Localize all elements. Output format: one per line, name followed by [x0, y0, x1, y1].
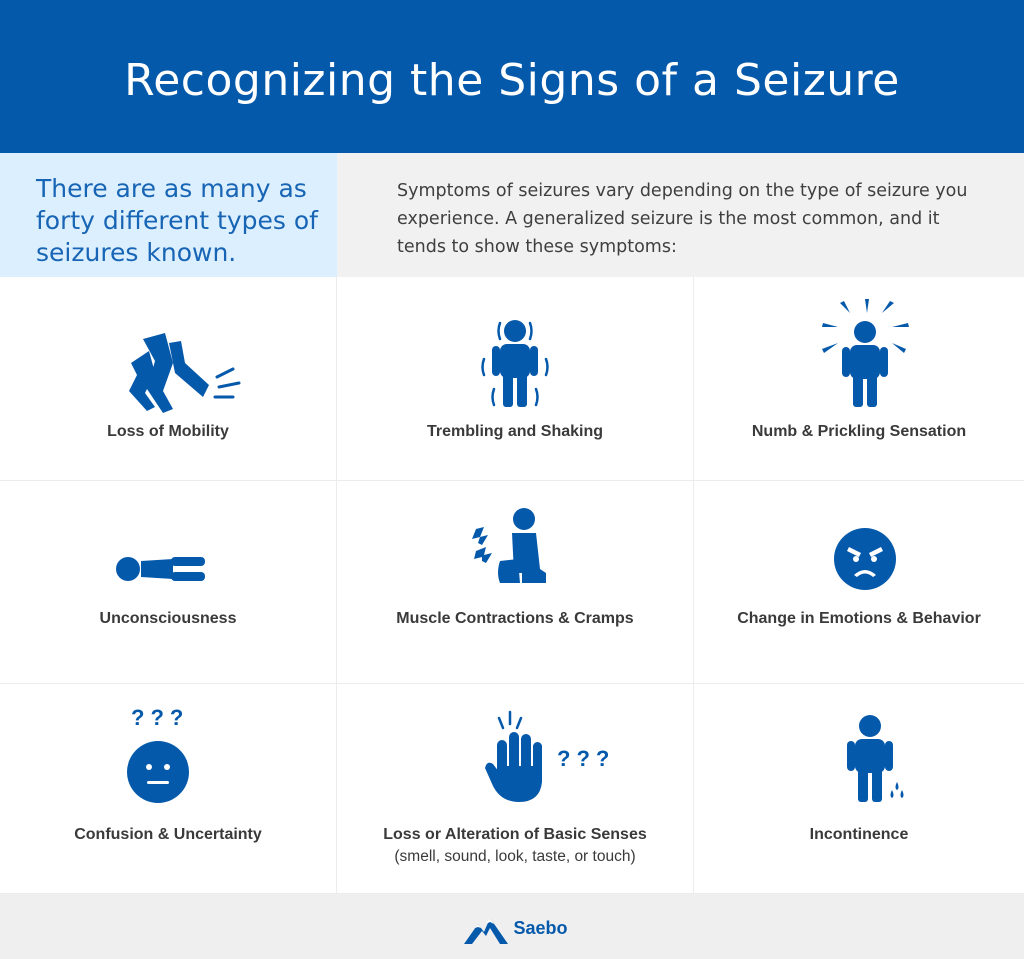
intro-highlight-panel: [0, 153, 337, 277]
person-dripping-icon: [840, 714, 910, 804]
person-lying-icon: [115, 551, 205, 587]
symptom-card-trembling: [337, 277, 694, 481]
header-banner: [0, 0, 1024, 153]
symptoms-grid: [0, 277, 1024, 894]
brand-logo[interactable]: [464, 914, 567, 944]
mountain-logo-icon: [464, 914, 508, 944]
intro-highlight-text: There are as many as forty different types of seizures known.: [36, 174, 318, 267]
symptom-label: Change in Emotions & Behavior: [737, 610, 981, 627]
symptom-label: Muscle Contractions & Cramps: [396, 610, 634, 627]
symptom-label: Trembling and Shaking: [426, 423, 604, 440]
symptom-label: Numb & Prickling Sensation: [751, 423, 967, 440]
symptom-label: Incontinence: [809, 826, 909, 843]
question-marks-confusion: ???: [131, 705, 190, 730]
symptom-card-basic-senses: [337, 684, 694, 894]
symptom-card-loss-of-mobility: [0, 277, 337, 481]
person-kneeling-cramp-icon: [470, 507, 550, 587]
brand-name: Saebo: [513, 918, 568, 938]
symptom-card-muscle-contractions: [337, 481, 694, 684]
symptom-card-numb-prickling: [694, 277, 1024, 481]
legs-kicking-icon: [125, 333, 245, 423]
symptom-label: Unconsciousness: [99, 610, 237, 627]
symptom-label: Confusion & Uncertainty: [74, 826, 262, 843]
symptom-sublabel: (smell, sound, look, taste, or touch): [394, 848, 636, 865]
person-prickling-icon: [820, 299, 910, 409]
confused-face-icon: [126, 740, 190, 804]
symptom-card-incontinence: [694, 684, 1024, 894]
person-shaking-icon: [480, 319, 550, 409]
page-title: Recognizing the Signs of a Seizure: [124, 55, 900, 106]
question-marks-senses: ???: [557, 746, 616, 771]
symptom-title: Loss or Alteration of Basic Senses: [383, 826, 647, 843]
intro-description-text: Symptoms of seizures vary depending on the type of seizure you experience. A generalized seizure is the most common, and it tends to show these symptoms:: [397, 181, 968, 257]
symptom-label: [337, 824, 693, 868]
symptom-card-emotions: [694, 481, 1024, 684]
footer: [0, 894, 1024, 959]
intro-description-panel: [337, 153, 1024, 277]
angry-face-icon: [833, 527, 897, 591]
symptom-card-unconsciousness: [0, 481, 337, 684]
symptom-label: Loss of Mobility: [107, 423, 229, 440]
